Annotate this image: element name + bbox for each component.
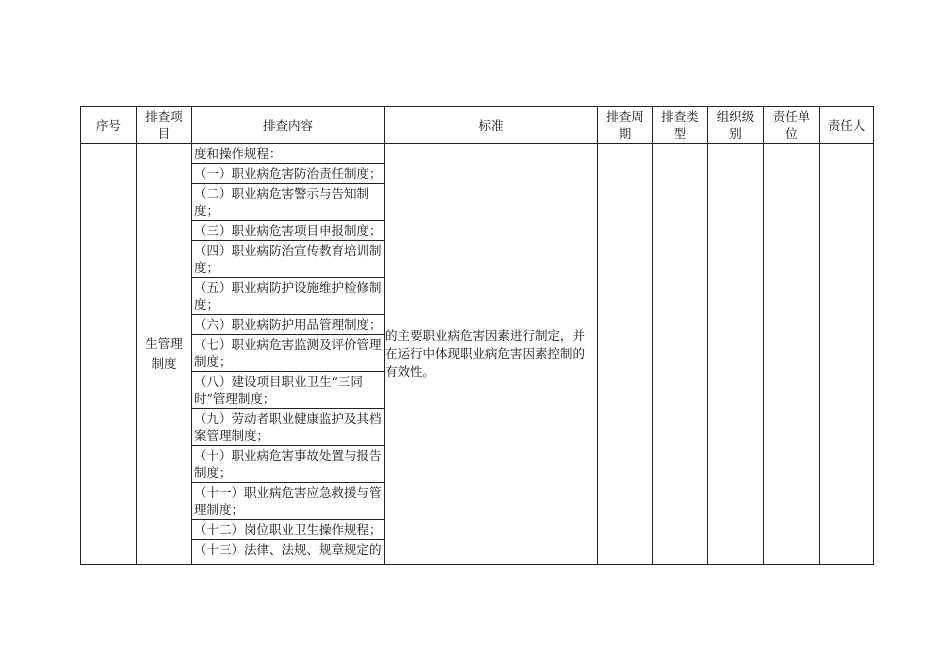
list-item-text: 度和操作规程： [192, 144, 384, 164]
inspection-table [80, 106, 874, 565]
cell-standard: 的主要职业病危害因素进行制定，并在运行中体现职业病危害因素控制的有效性。 [385, 144, 598, 565]
list-item [192, 164, 384, 184]
list-item [192, 335, 384, 372]
list-item-text: （二）职业病危害警示与告知制度； [192, 184, 384, 221]
list-item-text: （七）职业病危害监测及评价管理制度； [192, 335, 384, 372]
header-item: 排查项目 [137, 107, 192, 144]
header-seq: 序号 [81, 107, 137, 144]
list-item [192, 520, 384, 540]
list-item-text: （四）职业病防治宣传教育培训制度； [192, 241, 384, 278]
list-item [192, 540, 384, 560]
list-item-text: （八）建设项目职业卫生“三同时”管理制度； [192, 372, 384, 409]
list-item [192, 409, 384, 446]
list-item [192, 184, 384, 221]
list-item [192, 315, 384, 335]
cell-content [192, 144, 385, 565]
list-item [192, 278, 384, 315]
header-standard: 标准 [385, 107, 598, 144]
table-row [81, 144, 874, 565]
cell-resp-person [820, 144, 874, 565]
header-resp-unit: 责任单位 [764, 107, 820, 144]
list-item [192, 483, 384, 520]
header-content: 排查内容 [192, 107, 385, 144]
list-item-text: （三）职业病危害项目申报制度； [192, 221, 384, 241]
list-item [192, 144, 384, 164]
header-org-level: 组织级别 [708, 107, 764, 144]
list-item [192, 446, 384, 483]
cell-seq [81, 144, 137, 565]
cell-item: 生管理制度 [137, 144, 192, 565]
cell-org-level [708, 144, 764, 565]
header-cycle: 排查周期 [598, 107, 653, 144]
list-item-text: （十一）职业病危害应急救援与管理制度； [192, 483, 384, 520]
list-item [192, 372, 384, 409]
header-row [81, 107, 874, 144]
cell-cycle [598, 144, 653, 565]
list-item-text: （九）劳动者职业健康监护及其档案管理制度； [192, 409, 384, 446]
list-item-text: （十）职业病危害事故处置与报告制度； [192, 446, 384, 483]
header-type: 排查类型 [653, 107, 708, 144]
list-item-text: （一）职业病危害防治责任制度； [192, 164, 384, 184]
content-list [192, 144, 384, 559]
header-resp-person: 责任人 [820, 107, 874, 144]
list-item-text: （十二）岗位职业卫生操作规程； [192, 520, 384, 540]
list-item-text: （十三）法律、法规、规章规定的 [194, 542, 382, 557]
list-item-text: （六）职业病防护用品管理制度； [192, 315, 384, 335]
cell-resp-unit [764, 144, 820, 565]
cell-type [653, 144, 708, 565]
list-item [192, 221, 384, 241]
list-item [192, 241, 384, 278]
list-item-text: （五）职业病防护设施维护检修制度； [192, 278, 384, 315]
